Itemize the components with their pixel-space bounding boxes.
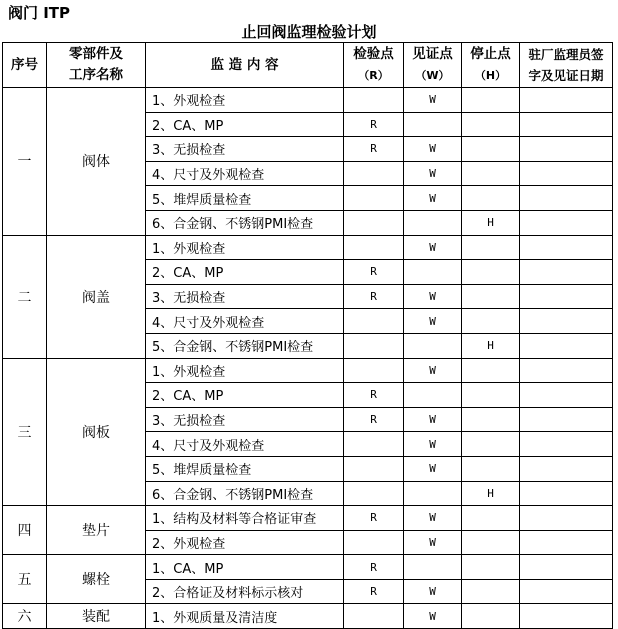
r-mark: R bbox=[344, 407, 404, 432]
w-mark: W bbox=[404, 358, 462, 383]
header-part-line1: 零部件及 bbox=[69, 46, 123, 62]
w-mark: W bbox=[404, 530, 462, 555]
header-sign-line2: 字及见证日期 bbox=[528, 68, 604, 83]
h-mark bbox=[462, 112, 520, 137]
header-h bbox=[462, 43, 520, 88]
r-mark bbox=[344, 309, 404, 334]
w-mark: W bbox=[404, 604, 462, 629]
w-mark: W bbox=[404, 579, 462, 604]
group-seq: 四 bbox=[3, 506, 47, 555]
h-mark bbox=[462, 432, 520, 457]
w-mark: W bbox=[404, 456, 462, 481]
header-sign-line1: 驻厂监理员签 bbox=[528, 47, 604, 62]
h-mark bbox=[462, 88, 520, 113]
signature-cell bbox=[520, 309, 613, 334]
signature-cell bbox=[520, 555, 613, 580]
inspection-content: 4、尺寸及外观检查 bbox=[146, 309, 344, 334]
w-mark bbox=[404, 260, 462, 285]
header-seq: 序号 bbox=[3, 43, 47, 88]
r-mark bbox=[344, 456, 404, 481]
signature-cell bbox=[520, 407, 613, 432]
r-mark bbox=[344, 358, 404, 383]
h-mark bbox=[462, 186, 520, 211]
group-seq: 二 bbox=[3, 235, 47, 358]
r-mark bbox=[344, 88, 404, 113]
w-mark: W bbox=[404, 309, 462, 334]
header-part-line2: 工序名称 bbox=[69, 67, 123, 83]
h-mark bbox=[462, 358, 520, 383]
header-r-line1: 检验点 bbox=[353, 46, 394, 62]
w-mark bbox=[404, 383, 462, 408]
h-mark bbox=[462, 530, 520, 555]
inspection-content: 2、CA、MP bbox=[146, 112, 344, 137]
table-row bbox=[3, 88, 613, 113]
signature-cell bbox=[520, 284, 613, 309]
h-mark bbox=[462, 555, 520, 580]
h-mark: H bbox=[462, 481, 520, 506]
group-seq: 五 bbox=[3, 555, 47, 604]
inspection-content: 5、堆焊质量检查 bbox=[146, 456, 344, 481]
h-mark bbox=[462, 309, 520, 334]
group-seq: 六 bbox=[3, 604, 47, 629]
signature-cell bbox=[520, 210, 613, 235]
group-name: 阀板 bbox=[47, 358, 146, 506]
inspection-content: 1、结构及材料等合格证审查 bbox=[146, 506, 344, 531]
h-mark bbox=[462, 579, 520, 604]
header-h-line1: 停止点 bbox=[470, 46, 511, 62]
r-mark bbox=[344, 432, 404, 457]
r-mark bbox=[344, 235, 404, 260]
group-name: 螺栓 bbox=[47, 555, 146, 604]
signature-cell bbox=[520, 235, 613, 260]
header-content: 监 造 内 容 bbox=[146, 43, 344, 88]
r-mark: R bbox=[344, 555, 404, 580]
r-mark bbox=[344, 530, 404, 555]
h-mark bbox=[462, 137, 520, 162]
h-mark: H bbox=[462, 333, 520, 358]
group-name: 阀体 bbox=[47, 88, 146, 236]
signature-cell bbox=[520, 506, 613, 531]
h-mark bbox=[462, 456, 520, 481]
inspection-content: 2、合格证及材料标示核对 bbox=[146, 579, 344, 604]
r-mark: R bbox=[344, 260, 404, 285]
table-row bbox=[3, 506, 613, 531]
r-mark: R bbox=[344, 284, 404, 309]
itp-table bbox=[2, 42, 613, 629]
inspection-content: 5、堆焊质量检查 bbox=[146, 186, 344, 211]
w-mark: W bbox=[404, 137, 462, 162]
inspection-content: 4、尺寸及外观检查 bbox=[146, 161, 344, 186]
w-mark: W bbox=[404, 235, 462, 260]
signature-cell bbox=[520, 112, 613, 137]
inspection-content: 4、尺寸及外观检查 bbox=[146, 432, 344, 457]
r-mark bbox=[344, 161, 404, 186]
w-mark: W bbox=[404, 432, 462, 457]
table-row bbox=[3, 235, 613, 260]
w-mark: W bbox=[404, 506, 462, 531]
itp-body bbox=[3, 88, 613, 629]
signature-cell bbox=[520, 161, 613, 186]
w-mark: W bbox=[404, 88, 462, 113]
h-mark bbox=[462, 284, 520, 309]
header-w-line2: （W） bbox=[415, 69, 450, 82]
table-title: 止回阀监理检验计划 bbox=[241, 23, 377, 41]
w-mark: W bbox=[404, 407, 462, 432]
h-mark bbox=[462, 161, 520, 186]
signature-cell bbox=[520, 358, 613, 383]
header-sign bbox=[520, 43, 613, 88]
inspection-content: 2、CA、MP bbox=[146, 383, 344, 408]
h-mark: H bbox=[462, 210, 520, 235]
header-r-line2: （R） bbox=[358, 69, 389, 82]
inspection-content: 2、CA、MP bbox=[146, 260, 344, 285]
signature-cell bbox=[520, 579, 613, 604]
inspection-content: 6、合金钢、不锈钢PMI检查 bbox=[146, 481, 344, 506]
inspection-content: 3、无损检查 bbox=[146, 407, 344, 432]
table-row bbox=[3, 555, 613, 580]
r-mark bbox=[344, 210, 404, 235]
inspection-content: 3、无损检查 bbox=[146, 284, 344, 309]
signature-cell bbox=[520, 481, 613, 506]
group-seq: 三 bbox=[3, 358, 47, 506]
w-mark: W bbox=[404, 161, 462, 186]
inspection-content: 2、外观检查 bbox=[146, 530, 344, 555]
h-mark bbox=[462, 383, 520, 408]
signature-cell bbox=[520, 260, 613, 285]
signature-cell bbox=[520, 186, 613, 211]
w-mark bbox=[404, 210, 462, 235]
h-mark bbox=[462, 235, 520, 260]
signature-cell bbox=[520, 333, 613, 358]
inspection-content: 1、CA、MP bbox=[146, 555, 344, 580]
inspection-content: 1、外观检查 bbox=[146, 235, 344, 260]
w-mark bbox=[404, 481, 462, 506]
inspection-content: 3、无损检查 bbox=[146, 137, 344, 162]
r-mark: R bbox=[344, 579, 404, 604]
inspection-content: 1、外观检查 bbox=[146, 358, 344, 383]
r-mark: R bbox=[344, 383, 404, 408]
w-mark bbox=[404, 555, 462, 580]
signature-cell bbox=[520, 137, 613, 162]
r-mark bbox=[344, 186, 404, 211]
group-name: 阀盖 bbox=[47, 235, 146, 358]
w-mark: W bbox=[404, 284, 462, 309]
group-name: 装配 bbox=[47, 604, 146, 629]
signature-cell bbox=[520, 456, 613, 481]
r-mark: R bbox=[344, 137, 404, 162]
group-seq: 一 bbox=[3, 88, 47, 236]
header-r bbox=[344, 43, 404, 88]
header-row bbox=[3, 43, 613, 88]
w-mark: W bbox=[404, 186, 462, 211]
header-w bbox=[404, 43, 462, 88]
header-part bbox=[47, 43, 146, 88]
h-mark bbox=[462, 506, 520, 531]
h-mark bbox=[462, 260, 520, 285]
r-mark bbox=[344, 333, 404, 358]
r-mark: R bbox=[344, 506, 404, 531]
inspection-content: 5、合金钢、不锈钢PMI检查 bbox=[146, 333, 344, 358]
r-mark: R bbox=[344, 112, 404, 137]
signature-cell bbox=[520, 383, 613, 408]
w-mark bbox=[404, 112, 462, 137]
inspection-content: 6、合金钢、不锈钢PMI检查 bbox=[146, 210, 344, 235]
signature-cell bbox=[520, 88, 613, 113]
header-h-line2: （H） bbox=[474, 69, 507, 82]
signature-cell bbox=[520, 432, 613, 457]
signature-cell bbox=[520, 530, 613, 555]
inspection-content: 1、外观检查 bbox=[146, 88, 344, 113]
group-name: 垫片 bbox=[47, 506, 146, 555]
h-mark bbox=[462, 407, 520, 432]
r-mark bbox=[344, 481, 404, 506]
table-row bbox=[3, 358, 613, 383]
w-mark bbox=[404, 333, 462, 358]
header-w-line1: 见证点 bbox=[412, 46, 453, 62]
document-title: 阀门 ITP bbox=[8, 4, 71, 22]
inspection-content: 1、外观质量及清洁度 bbox=[146, 604, 344, 629]
